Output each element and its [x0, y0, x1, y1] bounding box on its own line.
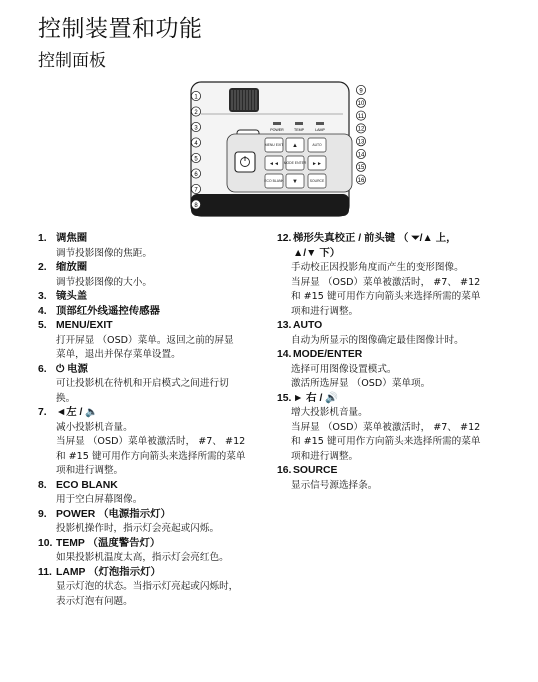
- lamp-label: LAMP: [315, 128, 325, 132]
- page-subtitle: 控制面板: [38, 51, 106, 71]
- feature-item: [277, 392, 517, 465]
- callout-number: 5: [194, 156, 198, 163]
- feature-title: MENU/EXIT: [56, 320, 113, 331]
- callout-number: 14: [357, 152, 365, 159]
- menu-key-label: MENU EXIT: [264, 143, 284, 147]
- callout-number: 1: [194, 94, 198, 101]
- feature-item: [38, 566, 272, 610]
- callout-number: 13: [357, 139, 365, 146]
- feature-heading: [38, 363, 272, 378]
- feature-description-line: 显示信号源选择条。: [291, 479, 378, 491]
- feature-title: ECO BLANK: [56, 479, 118, 491]
- feature-title: 镜头盖: [56, 291, 88, 302]
- feature-number: 1.: [38, 233, 47, 244]
- control-panel-diagram: [183, 78, 373, 223]
- feature-heading: [38, 319, 272, 334]
- svg-text:▼: ▼: [292, 179, 298, 185]
- feature-description-line: 菜单，退出并保存菜单设置。: [56, 349, 181, 360]
- feature-title: POWER （电源指示灯）: [56, 508, 171, 520]
- source-key-label: SOURCE: [309, 179, 325, 183]
- feature-item: [38, 479, 272, 508]
- feature-heading: [277, 348, 517, 363]
- feature-number: 5.: [38, 320, 47, 331]
- feature-heading: [38, 406, 272, 421]
- temp-label: TEMP: [294, 128, 304, 132]
- eco-key-label: ECO BLANK: [264, 179, 284, 183]
- feature-description-line: 显示灯泡的状态。当指示灯亮起或闪烁时，: [56, 581, 239, 592]
- power-label: POWER: [270, 128, 284, 132]
- feature-item: [277, 232, 517, 319]
- feature-number: 13.: [277, 320, 292, 331]
- feature-description-line: 和 #15 键可用作方向箭头来选择所需的菜单: [291, 291, 481, 302]
- feature-description-line: 投影机操作时，指示灯会亮起或闪烁。: [56, 523, 220, 534]
- feature-heading: [277, 232, 517, 247]
- feature-item: [38, 305, 272, 320]
- feature-title: AUTO: [293, 320, 323, 331]
- feature-heading: [38, 261, 272, 276]
- svg-text:▲: ▲: [292, 143, 298, 149]
- feature-description-line: 项和进行调整。: [56, 465, 124, 476]
- feature-description-line: 增大投影机音量。: [291, 407, 368, 418]
- feature-title: 顶部红外线遥控传感器: [56, 305, 160, 317]
- feature-item: [38, 319, 272, 363]
- page-title: 控制装置和功能: [38, 16, 203, 42]
- feature-description-line: 如果投影机温度太高，指示灯会亮红色。: [56, 552, 229, 563]
- feature-number: 7.: [38, 407, 47, 418]
- power-button: [235, 152, 255, 172]
- feature-description-line: 可让投影机在待机和开启模式之间进行切: [56, 378, 229, 389]
- feature-item: [38, 363, 272, 407]
- feature-description-line: 调节投影图像的大小。: [56, 276, 152, 288]
- feature-title: TEMP （温度警告灯）: [56, 537, 161, 549]
- feature-number: 12.: [277, 233, 292, 244]
- callout-number: 15: [357, 165, 365, 172]
- feature-heading: [38, 305, 272, 320]
- feature-description-line: 自动为所显示的图像确定最佳图像计时。: [291, 334, 464, 346]
- feature-description-line: 当屏显 （OSD）菜单被激活时， #7、 #12: [56, 436, 246, 447]
- feature-number: 16.: [277, 465, 292, 476]
- feature-number: 10.: [38, 537, 53, 549]
- svg-text:◄◄: ◄◄: [269, 161, 279, 167]
- feature-title: SOURCE: [293, 465, 338, 476]
- feature-item: [277, 319, 517, 348]
- feature-title: 调焦圈: [56, 233, 88, 244]
- feature-heading: [277, 464, 517, 479]
- callout-number: 12: [357, 126, 365, 133]
- feature-title: ◄左 / 🔈: [56, 407, 99, 418]
- feature-number: 15.: [277, 392, 292, 404]
- feature-number: 8.: [38, 479, 47, 491]
- feature-number: 3.: [38, 291, 47, 302]
- feature-title-continued: ▲/▼ 下）: [293, 247, 341, 259]
- feature-item: [38, 290, 272, 305]
- feature-item: [38, 537, 272, 566]
- callout-number: 16: [357, 177, 365, 184]
- feature-description-line: 换。: [56, 392, 76, 404]
- feature-item: [38, 406, 272, 479]
- feature-description-line: 减小投影机音量。: [56, 421, 133, 433]
- callout-number: 7: [194, 187, 198, 194]
- left-column: [38, 232, 272, 609]
- feature-number: 6.: [38, 363, 47, 375]
- callout-number: 8: [194, 202, 198, 209]
- callout-number: 6: [194, 171, 198, 178]
- feature-heading: [38, 537, 272, 552]
- right-callouts: [356, 85, 365, 184]
- feature-heading: [38, 508, 272, 523]
- feature-item: [277, 348, 517, 392]
- feature-description-line: 打开屏显 （OSD）菜单。返回之前的屏显: [56, 334, 234, 346]
- feature-description-line: 项和进行调整。: [291, 305, 359, 317]
- callout-number: 11: [357, 113, 365, 120]
- feature-title: LAMP （灯泡指示灯）: [56, 566, 161, 578]
- feature-description-line: 调节投影图像的焦距。: [56, 247, 152, 259]
- feature-description-line: 表示灯泡有问题。: [56, 595, 133, 607]
- feature-description-line: 手动校正因投影角度而产生的变形图像。: [291, 262, 464, 273]
- auto-key-label: AUTO: [312, 143, 322, 147]
- feature-number: 14.: [277, 349, 292, 360]
- feature-title: ⏻ 电源: [56, 363, 88, 375]
- feature-heading: [38, 290, 272, 305]
- feature-description-line: 项和进行调整。: [291, 450, 359, 462]
- feature-number: 9.: [38, 508, 47, 520]
- feature-number: 11.: [38, 566, 52, 578]
- callout-number: 10: [357, 101, 365, 108]
- feature-heading: [277, 392, 517, 407]
- feature-description-line: 选择可用图像设置模式。: [291, 363, 397, 375]
- feature-heading: [38, 566, 272, 581]
- callout-number: 2: [194, 109, 198, 116]
- feature-item: [38, 232, 272, 261]
- feature-description-line: 和 #15 键可用作方向箭头来选择所需的菜单: [56, 450, 246, 462]
- feature-number: 2.: [38, 262, 47, 273]
- feature-number: 4.: [38, 305, 47, 317]
- feature-title: 缩放圈: [56, 262, 88, 273]
- feature-description-line: 激活所选屏显 （OSD）菜单项。: [291, 378, 431, 389]
- feature-title: 梯形失真校正 / 前头键 （ ⏷/▲ 上，: [293, 233, 457, 244]
- feature-heading: [38, 232, 272, 247]
- feature-heading: [277, 319, 517, 334]
- mode-key-label: MODE ENTER: [283, 161, 307, 165]
- projector-base: [191, 194, 349, 216]
- feature-description-line: 和 #15 键可用作方向箭头来选择所需的菜单: [291, 436, 481, 447]
- feature-description-line: 用于空白屏幕图像。: [56, 494, 143, 505]
- feature-item: [38, 261, 272, 290]
- feature-description-line: 当屏显 （OSD）菜单被激活时， #7、 #12: [291, 276, 481, 288]
- feature-item: [38, 508, 272, 537]
- feature-description-line: 当屏显 （OSD）菜单被激活时， #7、 #12: [291, 421, 481, 433]
- right-column: [277, 232, 517, 493]
- feature-item: [277, 464, 517, 493]
- svg-text:►►: ►►: [312, 161, 322, 167]
- callout-number: 3: [194, 125, 198, 132]
- callout-number: 4: [194, 140, 198, 147]
- feature-heading: [38, 479, 272, 494]
- feature-title: ► 右 / 🔊: [293, 392, 339, 404]
- feature-title: MODE/ENTER: [293, 349, 363, 360]
- callout-number: 9: [359, 88, 363, 95]
